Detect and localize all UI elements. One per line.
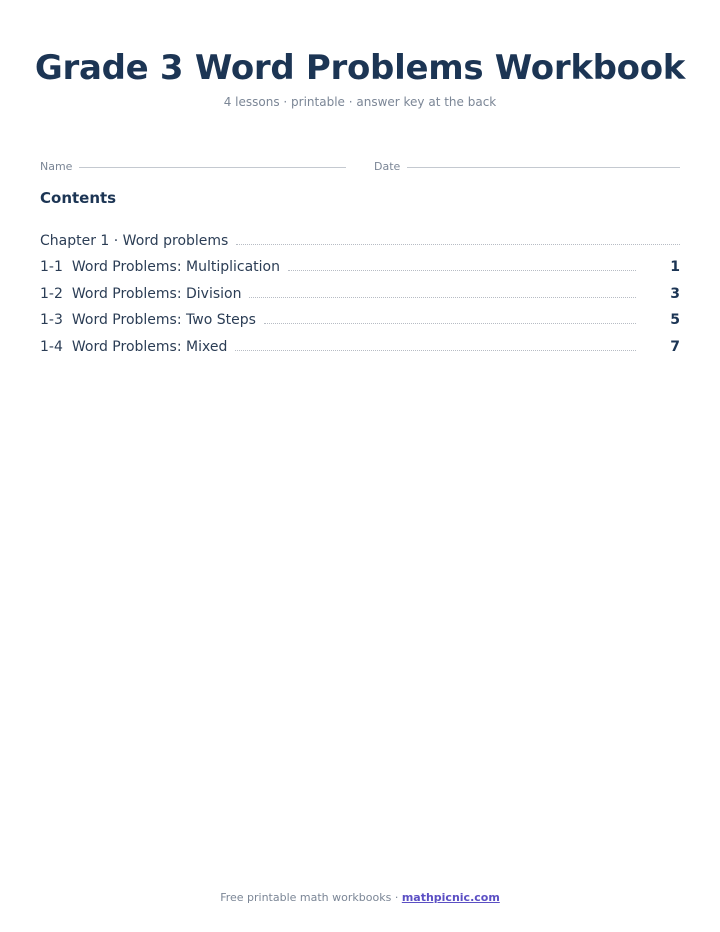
toc-lesson-row[interactable] xyxy=(40,251,680,278)
table-of-contents xyxy=(40,224,680,357)
toc-lesson-title: Word Problems: Multiplication xyxy=(71,259,280,275)
toc-page-number: 5 xyxy=(670,312,680,328)
date-field-label: Date xyxy=(374,160,401,173)
page-subtitle: 4 lessons · printable · answer key at the back xyxy=(223,95,497,109)
date-field[interactable] xyxy=(374,158,680,176)
toc-lesson-number: 1-2 xyxy=(40,285,63,302)
name-date-fields xyxy=(40,158,680,176)
toc-lesson-text xyxy=(40,337,227,357)
toc-leader-dots xyxy=(288,270,636,271)
toc-leader-dots xyxy=(249,297,636,298)
toc-lesson-title: Word Problems: Division xyxy=(71,285,242,302)
name-field[interactable] xyxy=(40,158,346,176)
date-write-line[interactable] xyxy=(407,167,680,168)
toc-lesson-text xyxy=(40,310,256,330)
toc-page-number: 7 xyxy=(670,338,680,355)
name-write-line[interactable] xyxy=(79,167,346,168)
toc-chapter-title: Chapter 1 · Word problems xyxy=(40,232,229,249)
toc-lesson-row[interactable] xyxy=(40,277,680,304)
toc-lesson-number: 1-4 xyxy=(40,338,63,355)
contents-heading: Contents xyxy=(40,189,117,207)
toc-lesson-text xyxy=(40,257,280,277)
page-title: Grade 3 Word Problems Workbook xyxy=(34,48,686,88)
toc-lesson-number: 1-1 xyxy=(40,259,63,275)
toc-leader-dots xyxy=(236,244,680,245)
toc-leader-dots xyxy=(264,323,636,324)
footer-text: Free printable math workbooks · xyxy=(220,891,402,904)
toc-lesson-title: Word Problems: Mixed xyxy=(71,338,228,355)
toc-leader-dots xyxy=(235,350,636,351)
page-footer xyxy=(0,890,720,906)
toc-chapter-row xyxy=(40,224,680,251)
toc-page-number: 1 xyxy=(670,259,680,275)
name-field-label: Name xyxy=(40,160,73,173)
toc-page-number: 3 xyxy=(670,285,680,302)
toc-lesson-text xyxy=(40,284,241,304)
toc-lesson-title: Word Problems: Two Steps xyxy=(71,312,256,328)
footer-site-link[interactable]: mathpicnic.com xyxy=(401,891,500,904)
toc-lesson-row[interactable] xyxy=(40,304,680,331)
toc-lesson-row[interactable] xyxy=(40,330,680,357)
toc-lesson-number: 1-3 xyxy=(40,312,63,328)
